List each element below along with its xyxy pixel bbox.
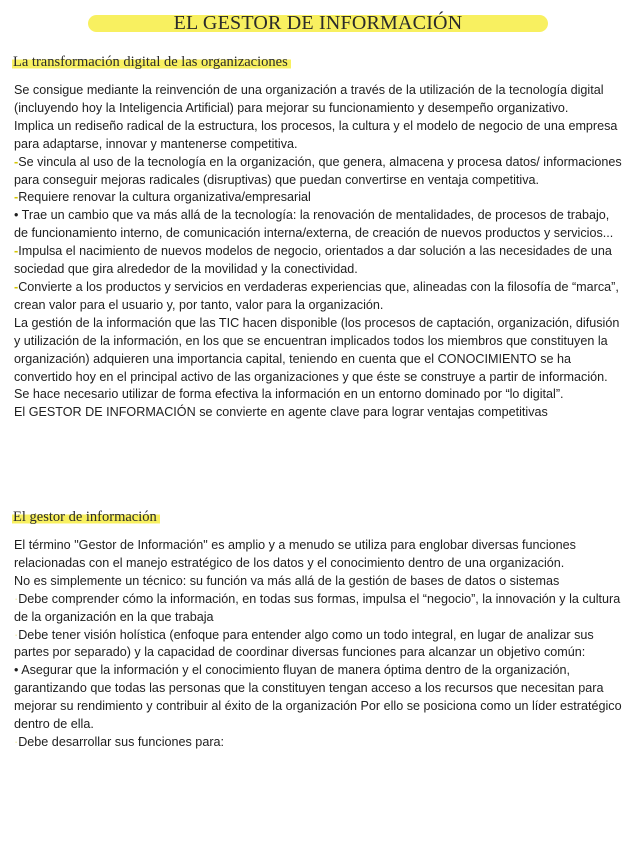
list-marker: · <box>14 734 19 749</box>
paragraph-text: Se hace necesario utilizar de forma efectiva la información en un entorno dominado por “lo digital”. <box>14 387 564 402</box>
paragraph-text: Se vincula al uso de la tecnología en la organización, que genera, almacena y procesa datos/ informaciones para conseguir mejoras radicales (disruptivas) que puedan convertirse en ventaja competitiva. <box>14 154 622 187</box>
paragraph <box>14 207 622 243</box>
paragraph <box>14 537 622 573</box>
paragraph-text: No es simplemente un técnico: su función va más allá de la gestión de bases de datos o sistemas <box>14 573 560 588</box>
paragraph <box>14 279 622 315</box>
paragraph <box>14 734 622 752</box>
paragraph-text: • Asegurar que la información y el conocimiento fluyan de manera óptima dentro de la organización, garantizando que todas las personas que la constituyen tengan acceso a los recursos que necesitan para mejorar su rendimiento y contribuir al éxito de la organización Por ello se posiciona como un líder estratégico dentro de ella. <box>14 663 622 732</box>
paragraph <box>14 118 622 154</box>
paragraph <box>14 662 622 734</box>
section-body-transformacion <box>14 82 622 422</box>
paragraph <box>14 386 622 404</box>
paragraph-text: Requiere renovar la cultura organizativa/empresarial <box>18 190 311 205</box>
paragraph-text: Impulsa el nacimiento de nuevos modelos de negocio, orientados a dar solución a las necesidades de una sociedad que gira alrededor de la movilidad y la conectividad. <box>14 244 612 277</box>
paragraph <box>14 591 622 627</box>
paragraph-text: El GESTOR DE INFORMACIÓN se convierte en agente clave para lograr ventajas competitivas <box>14 405 548 420</box>
paragraph <box>14 243 622 279</box>
section-heading-transformacion: La transformación digital de las organizaciones <box>12 53 291 71</box>
paragraph <box>14 189 622 207</box>
document-title: EL GESTOR DE INFORMACIÓN <box>173 12 463 34</box>
section-heading-gestor: El gestor de información <box>12 508 160 526</box>
paragraph <box>14 573 622 591</box>
paragraph-text: Se consigue mediante la reinvención de una organización a través de la utilización de la tecnología digital (incluyendo hoy la Inteligencia Artificial) para mejorar su funcionamiento y desempeño organizativo. <box>14 83 604 115</box>
list-marker: - <box>14 279 19 294</box>
section-body-gestor <box>14 537 622 752</box>
paragraph <box>14 154 622 190</box>
paragraph-text: Debe desarrollar sus funciones para: <box>18 734 225 749</box>
paragraph-text: Debe tener visión holística (enfoque para entender algo como un todo integral, en lugar de analizar sus partes por separado) y la capacidad de coordinar diversas funciones para alcanzar un objetivo común: <box>14 627 594 660</box>
list-marker: - <box>14 190 19 205</box>
paragraph-text: Implica un rediseño radical de la estructura, los procesos, la cultura y el modelo de negocio de una empresa para adaptarse, innovar y mantenerse competitiva. <box>14 118 618 151</box>
paragraph-text: El término "Gestor de Información" es amplio y a menudo se utiliza para englobar diversas funciones relacionadas con el manejo estratégico de los datos y el conocimiento dentro de una organización. <box>14 538 576 570</box>
paragraph <box>14 627 622 663</box>
paragraph-text: La gestión de la información que las TIC hacen disponible (los procesos de captación, organización, difusión y utilización de la información, en los que se encuentran implicados todos los miembros que constituyen la organización) adquieren una importancia capital, teniendo en cuenta que el CONOCIMIENTO se ha convertido hoy en el principal activo de las organizaciones y que éste se construye a partir de información. <box>14 315 620 384</box>
title-block <box>88 11 548 35</box>
list-marker: - <box>14 154 19 169</box>
paragraph <box>14 82 622 118</box>
list-marker: · <box>14 627 19 642</box>
list-marker: · <box>14 591 19 606</box>
paragraph <box>14 404 622 422</box>
paragraph <box>14 315 622 387</box>
list-marker: - <box>14 244 19 259</box>
paragraph-text: • Trae un cambio que va más allá de la tecnología: la renovación de mentalidades, de procesos de trabajo, de funcionamiento interno, de comunicación interna/externa, de creación de nuevos productos y servicios... <box>14 208 614 241</box>
paragraph-text: Debe comprender cómo la información, en todas sus formas, impulsa el “negocio”, la innovación y la cultura de la organización en la que trabaja <box>14 591 621 624</box>
paragraph-text: Convierte a los productos y servicios en verdaderas experiencias que, alineadas con la filosofía de “marca”, crean valor para el usuario y, por tanto, valor para la organización. <box>14 279 619 312</box>
